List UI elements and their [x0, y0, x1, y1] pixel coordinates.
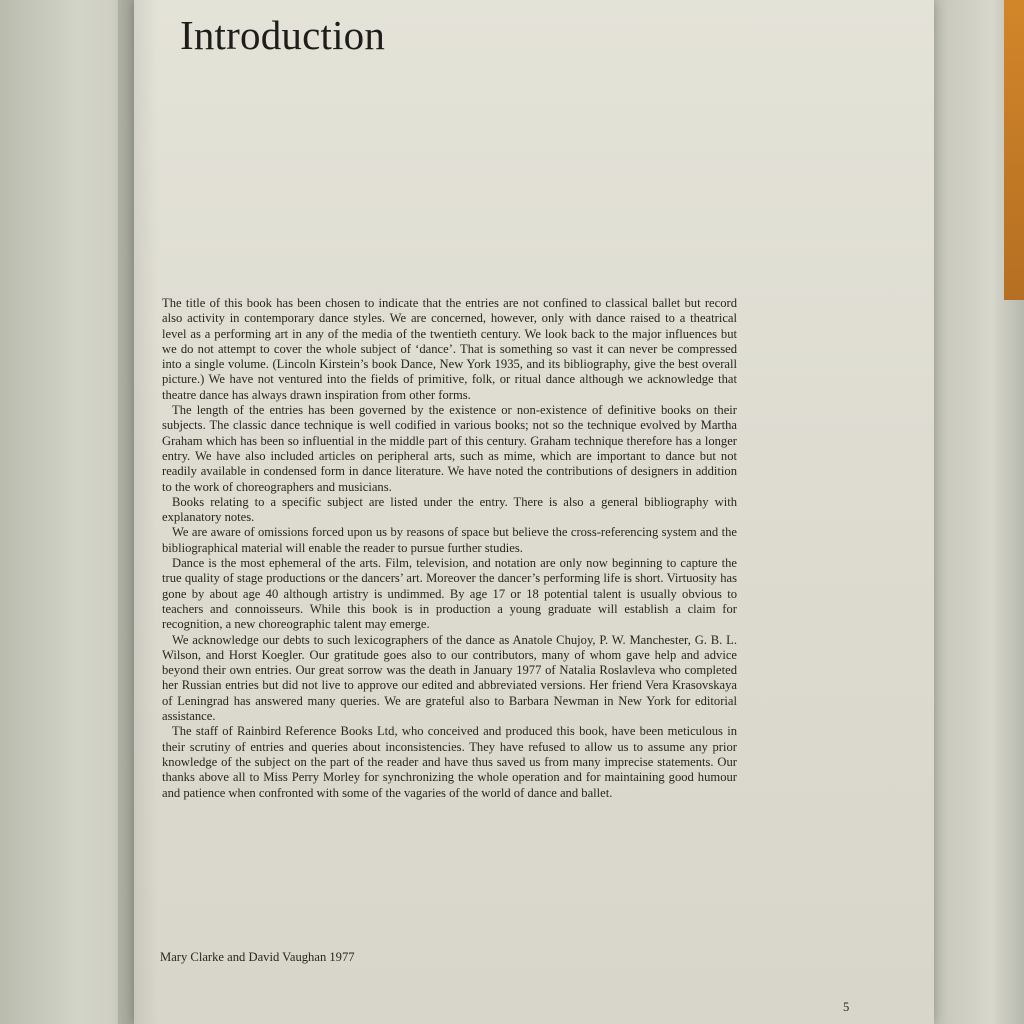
paragraph: We acknowledge our debts to such lexicographers of the dance as Anatole Chujoy, P. W. Manchester, G. B. L. Wilson, and Horst Koegler. Our gratitude goes also to our contributors, many of whom gave help and advice beyond their own entries. Our great sorrow was the death in January 1977 of Natalia Roslavleva who completed her Russian entries but did not live to approve our edited and abbreviated versions. Her friend Vera Krasovskaya of Leningrad has answered many queries. We are grateful also to Barbara Newman in New York for editorial assistance.: [162, 632, 737, 724]
introduction-body: [162, 296, 737, 801]
paragraph: Dance is the most ephemeral of the arts. Film, television, and notation are only now beginning to capture the true quality of stage productions or the dancers’ art. Moreover the dancer’s performing life is short. Virtuosity has gone by about age 40 although artistry is undimmed. By age 17 or 18 potential talent is usually obvious to teachers and connoisseurs. While this book is in production a young graduate will establish a claim for recognition, a new choreographic talent may emerge.: [162, 556, 737, 632]
paragraph: Books relating to a specific subject are listed under the entry. There is also a general bibliography with explanatory notes.: [162, 494, 737, 525]
book-cover-edge: [1004, 0, 1024, 300]
book-page: [134, 0, 934, 1024]
paragraph: We are aware of omissions forced upon us by reasons of space but believe the cross-referencing system and the bibliographical material will enable the reader to pursue further studies.: [162, 525, 737, 555]
book-gutter-shadow: [118, 0, 158, 1024]
paragraph: The length of the entries has been governed by the existence or non-existence of definitive books on their subjects. The classic dance technique is well codified in various books; not so the technique evolved by Martha Graham which has been so influential in the middle part of this century. Graham technique therefore has a longer entry. We have also included articles on peripheral arts, such as mime, which are important to dance but not readily available in condensed form in dance literature. We have noted the contributions of designers in addition to the work of choreographers and musicians.: [162, 403, 737, 494]
paragraph: The title of this book has been chosen to indicate that the entries are not confined to classical ballet but record also activity in contemporary dance styles. We are concerned, however, only with dance raised to a theatrical level as a performing art in any of the media of the twentieth century. We look back to the major influences but we do not attempt to cover the whole subject of ‘dance’. That is something so vast it can never be compressed into a single volume. (Lincoln Kirstein’s book Dance, New York 1935, and its bibliography, give the best overall picture.) We have not ventured into the fields of primitive, folk, or ritual dance although we acknowledge that theatre dance has always drawn inspiration from other forms.: [162, 296, 737, 402]
author-signature: Mary Clarke and David Vaughan 1977: [160, 950, 355, 964]
page-number: 5: [843, 1000, 850, 1014]
page-title: Introduction: [180, 12, 386, 58]
paragraph: The staff of Rainbird Reference Books Ltd, who conceived and produced this book, have been meticulous in their scrutiny of entries and queries about inconsistencies. They have refused to allow us to assume any prior knowledge of the subject on the part of the reader and have thus saved us from many imprecise statements. Our thanks above all to Miss Perry Morley for synchronizing the whole operation and for maintaining good humour and patience when confronted with some of the vagaries of the world of dance and ballet.: [162, 724, 737, 800]
